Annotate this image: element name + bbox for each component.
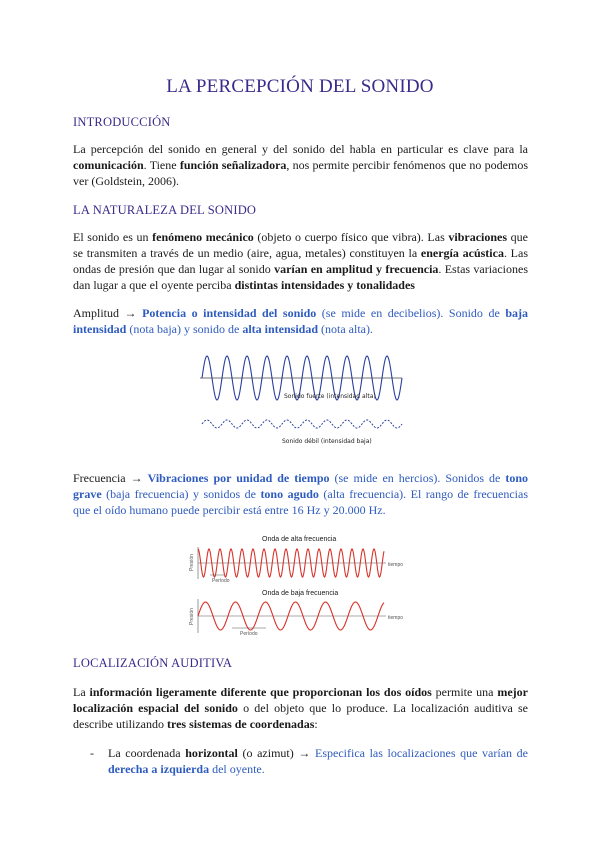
soft-sound-wave	[202, 420, 402, 428]
loud-wave-label: Sonido fuerte (intensidad alta)	[284, 393, 376, 400]
soft-wave-label: Sonido débil (intensidad baja)	[282, 438, 372, 445]
page-title: LA PERCEPCIÓN DEL SONIDO	[166, 76, 434, 97]
low-wave-y-axis-label: Presión	[189, 608, 195, 625]
high-wave-period-label: Período	[212, 578, 230, 584]
high-frequency-title: Onda de alta frecuencia	[262, 536, 337, 543]
amplitude-figure	[196, 350, 410, 450]
low-wave-period-label: Período	[240, 631, 258, 637]
intro-paragraph: La percepción del sonido en general y del sonido del habla en particular es clave para la comunicación. Tiene función señalizadora, nos permite percibir fenómenos que no podemos ver (Goldstein, 2006).	[73, 142, 528, 188]
bullet-dash: -	[90, 746, 94, 760]
heading-naturaleza: LA NATURALEZA DEL SONIDO	[73, 203, 257, 217]
frequency-figure	[188, 533, 408, 638]
localizacion-paragraph: La información ligeramente diferente que proporcionan los dos oídos permite una mejor localización espacial del sonido o del objeto que lo produce. La localización auditiva se describe utilizando tres sistemas de coordenadas:	[73, 685, 528, 731]
amplitud-paragraph: Amplitud → Potencia o intensidad del sonido (se mide en decibelios). Sonido de baja intensidad (nota baja) y sonido de alta intensidad (nota alta).	[73, 306, 528, 336]
heading-introduccion: INTRODUCCIÓN	[73, 115, 171, 129]
high-wave-x-axis-label: tiempo	[388, 562, 404, 568]
low-frequency-title: Onda de baja frecuencia	[262, 590, 339, 597]
bullet-text: La coordenada horizontal (o azimut) → Especifica las localizaciones que varían de derecha a izquierda del oyente.	[108, 746, 528, 776]
low-wave-x-axis-label: tiempo	[388, 615, 404, 621]
frecuencia-paragraph: Frecuencia → Vibraciones por unidad de tiempo (se mide en hercios). Sonidos de tono grave (baja frecuencia) y sonidos de tono agudo (alta frecuencia). El rango de frecuencias que el oído humano puede percibir está entre 16 Hz y 20.000 Hz.	[73, 471, 528, 517]
heading-localizacion: LOCALIZACIÓN AUDITIVA	[73, 656, 233, 670]
naturaleza-paragraph: El sonido es un fenómeno mecánico (objeto o cuerpo físico que vibra). Las vibraciones que se transmiten a través de un medio (aire, agua, metales) constituyen la energía acústica. Las ondas de presión que dan lugar al sonido varían en amplitud y frecuencia. Estas variaciones dan lugar a que el oyente perciba distintas intensidades y tonalidades	[73, 230, 529, 292]
high-wave-y-axis-label: Presión	[189, 554, 195, 571]
